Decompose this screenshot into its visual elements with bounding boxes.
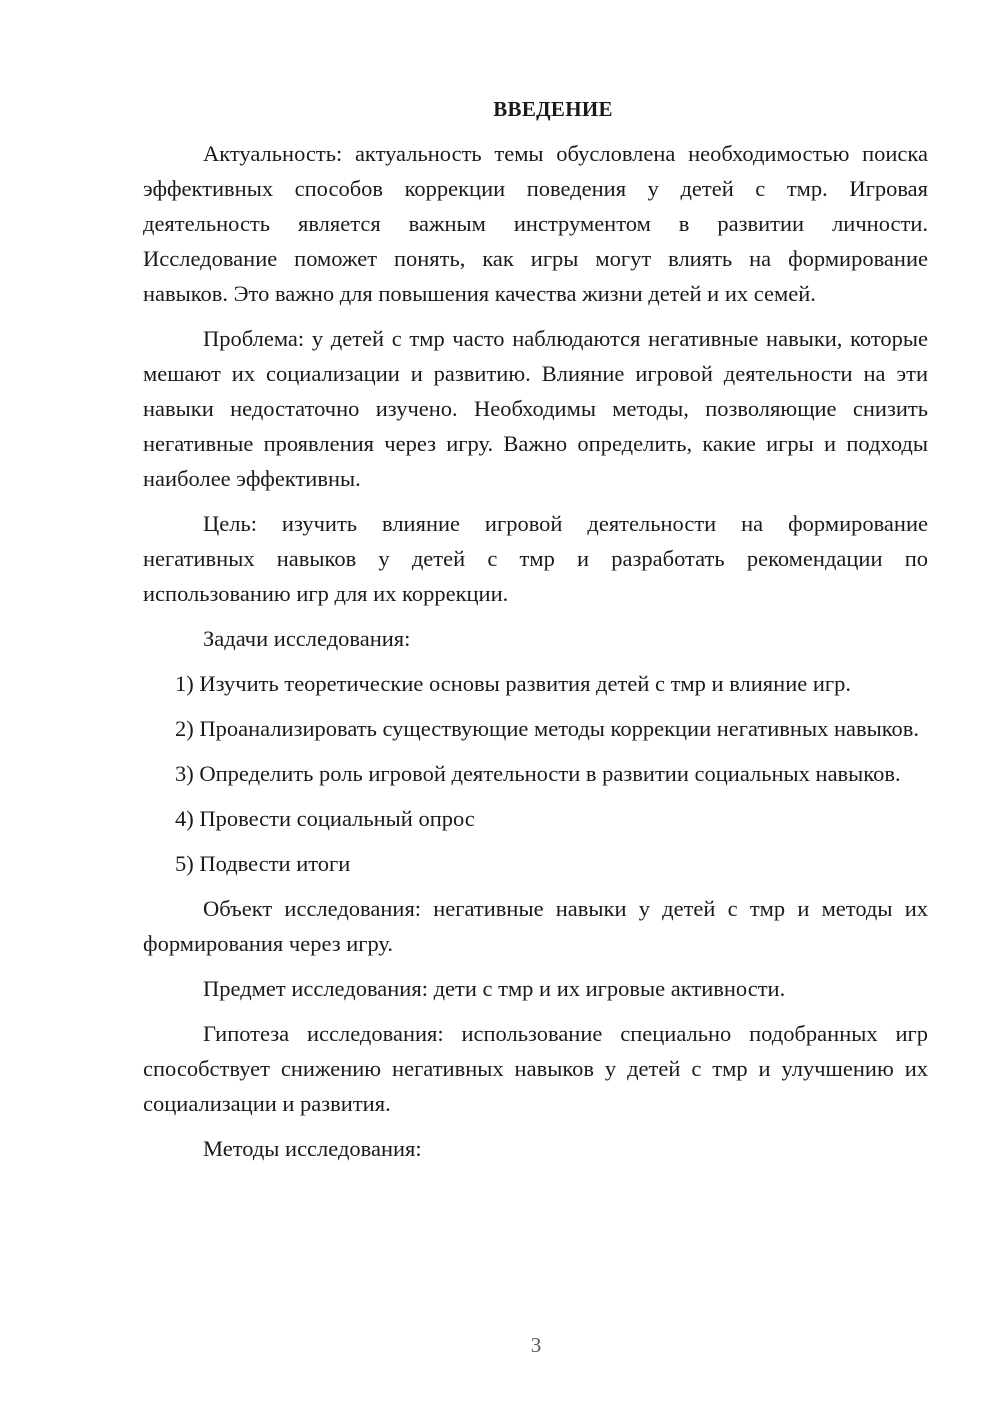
paragraph-problem: Проблема: у детей с тмр часто наблюдаются негативные навыки, которые мешают их социализации и развитию. Влияние игровой деятельности на эти навыки недостаточно изучено. Необходимы методы, позволяющие снизить негативные проявления через игру. Важно определить, какие игры и подходы наиболее эффективны.	[143, 326, 928, 491]
list-item: 2) Проанализировать существующие методы коррекции негативных навыков.	[175, 716, 920, 741]
document-page	[143, 92, 928, 1176]
page-number: 3	[530, 1333, 542, 1357]
list-item: 1) Изучить теоретические основы развития детей с тмр и влияние игр.	[175, 671, 851, 696]
list-item: 4) Провести социальный опрос	[175, 806, 475, 831]
list-item: 5) Подвести итоги	[175, 851, 351, 876]
paragraph-subject: Предмет исследования: дети с тмр и их игровые активности.	[203, 976, 786, 1001]
paragraph-object: Объект исследования: негативные навыки у детей с тмр и методы их формирования через игру.	[143, 896, 928, 956]
methods-heading: Методы исследования:	[203, 1136, 422, 1161]
paragraph-goal: Цель: изучить влияние игровой деятельности на формирование негативных навыков у детей с тмр и разработать рекомендации по использованию игр для их коррекции.	[143, 511, 928, 606]
section-title: ВВЕДЕНИЕ	[493, 97, 613, 121]
tasks-list	[143, 666, 928, 881]
paragraph-hypothesis: Гипотеза исследования: использование специально подобранных игр способствует снижению негативных навыков у детей с тмр и улучшению их социализации и развития.	[143, 1021, 928, 1116]
tasks-heading: Задачи исследования:	[203, 626, 411, 651]
paragraph-relevance: Актуальность: актуальность темы обусловлена необходимостью поиска эффективных способов коррекции поведения у детей с тмр. Игровая деятельность является важным инструментом в развитии личности. Исследование поможет понять, как игры могут влиять на формирование навыков. Это важно для повышения качества жизни детей и их семей.	[143, 141, 928, 306]
list-item: 3) Определить роль игровой деятельности в развитии социальных навыков.	[175, 761, 901, 786]
